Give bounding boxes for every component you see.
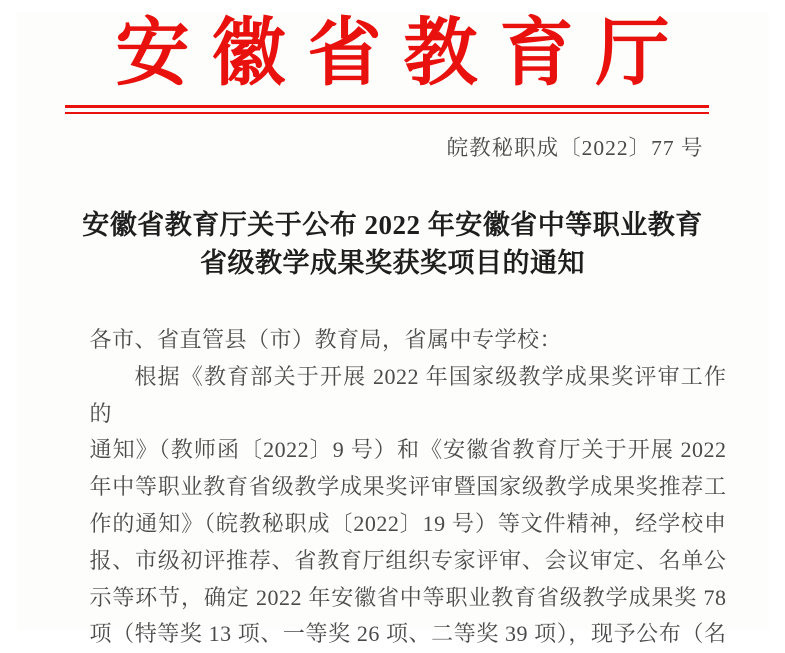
body-line: 示等环节，确定 2022 年安徽省中等职业教育省级教学成果奖 78 (90, 580, 727, 617)
letterhead-org-name: 安徽省教育厅 (17, 12, 785, 96)
notice-title-line-2: 省级教学成果奖获奖项目的通知 (17, 244, 769, 282)
body-line: 通知》（教师函〔2022〕9 号）和《安徽省教育厅关于开展 2022 (90, 432, 727, 469)
body-line: 根据《教育部关于开展 2022 年国家级教学成果奖评审工作的 (90, 359, 727, 433)
body-line: 报、市级初评推荐、省教育厅组织专家评审、会议审定、名单公 (90, 543, 727, 580)
body-line: 作的通知》（皖教秘职成〔2022〕19 号）等文件精神，经学校申 (90, 506, 727, 543)
notice-title-line-1: 安徽省教育厅关于公布 2022 年安徽省中等职业教育 (17, 206, 769, 244)
document-page (17, 12, 769, 630)
document-reference-number: 皖教秘职成〔2022〕77 号 (17, 136, 769, 160)
notice-body (17, 322, 769, 653)
letterhead-divider-rule (65, 105, 709, 114)
notice-title (17, 206, 769, 282)
recipients-line: 各市、省直管县（市）教育局，省属中专学校： (90, 322, 727, 359)
body-line: 项（特等奖 13 项、一等奖 26 项、二等奖 39 项），现予公布（名 (90, 616, 727, 653)
body-line: 年中等职业教育省级教学成果奖评审暨国家级教学成果奖推荐工 (90, 469, 727, 506)
